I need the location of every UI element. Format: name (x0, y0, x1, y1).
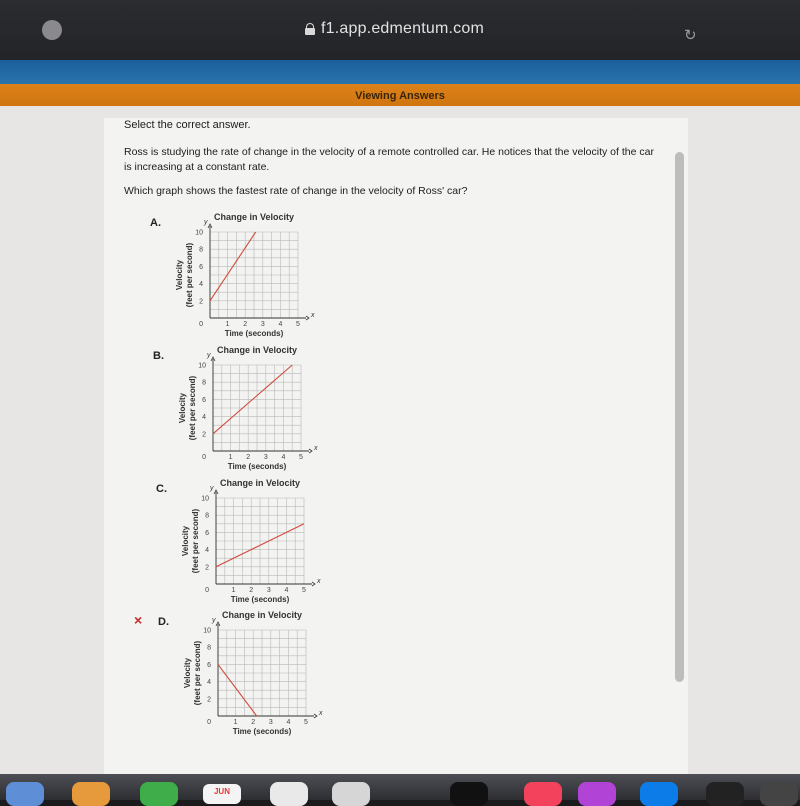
messages-icon[interactable] (140, 782, 178, 806)
reload-icon[interactable]: ↻ (684, 27, 697, 44)
x-tick-label: 2 (251, 719, 256, 726)
y-tick-label: 6 (202, 396, 206, 404)
x-tick-label: 1 (225, 321, 230, 328)
x-axis-name: x (317, 578, 321, 585)
option-b-graph[interactable] (171, 343, 351, 477)
y-axis-label: Velocity (178, 392, 187, 424)
viewing-answers-label: Viewing Answers (355, 90, 445, 102)
x-tick-label: 3 (266, 587, 271, 594)
y-tick-label: 8 (199, 246, 203, 254)
x-tick-label: 4 (278, 321, 283, 328)
podcasts-icon[interactable] (578, 782, 616, 806)
y-axis-label: Velocity (183, 657, 192, 689)
y-tick-label: 2 (205, 564, 209, 572)
option-a-graph[interactable] (168, 210, 348, 344)
browser-toolbar (0, 0, 800, 60)
settings-icon[interactable] (760, 782, 798, 806)
y-axis-label: Velocity (181, 525, 190, 557)
x-axis-arrow (314, 714, 317, 718)
origin-label: 0 (199, 321, 203, 328)
x-axis-name: x (319, 710, 323, 717)
dock (0, 774, 800, 800)
y-axis-name: y (207, 352, 211, 359)
x-axis-label: Time (seconds) (227, 462, 287, 471)
y-axis-label: Velocity (175, 259, 184, 291)
x-axis-arrow (309, 449, 312, 453)
y-axis-label-units: (feet per second) (185, 242, 194, 308)
y-tick-label: 10 (201, 495, 209, 503)
origin-label: 0 (207, 719, 211, 726)
x-tick-label: 3 (263, 454, 268, 461)
y-axis-label-units: (feet per second) (188, 375, 197, 441)
question-prompt: Which graph shows the fastest rate of change in the velocity of Ross' car? (124, 185, 468, 197)
x-tick-label: 5 (296, 321, 300, 328)
x-tick-label: 2 (246, 454, 251, 461)
y-axis-label-units: (feet per second) (193, 640, 202, 706)
chart-title: Change in Velocity (219, 478, 301, 488)
y-tick-label: 10 (195, 229, 203, 237)
y-tick-label: 4 (199, 281, 203, 289)
option-c-letter[interactable]: C. (156, 483, 167, 495)
option-a-letter[interactable]: A. (150, 217, 161, 229)
x-axis-name: x (311, 312, 315, 319)
y-axis-name: y (212, 617, 216, 624)
page-body (0, 106, 800, 774)
tv-icon[interactable] (450, 782, 488, 806)
graph-svg (171, 343, 351, 477)
x-axis-label: Time (seconds) (224, 329, 284, 338)
x-axis-arrow (306, 316, 309, 320)
y-axis-label-units: (feet per second) (191, 508, 200, 574)
y-axis-name: y (210, 485, 214, 492)
x-axis-label: Time (seconds) (230, 595, 290, 604)
option-c-graph[interactable] (174, 476, 354, 610)
y-tick-label: 6 (205, 529, 209, 537)
app-store-icon[interactable] (640, 782, 678, 806)
x-tick-label: 1 (233, 719, 238, 726)
option-d-letter[interactable]: D. (158, 616, 169, 628)
x-tick-label: 3 (268, 719, 273, 726)
x-axis-label: Time (seconds) (232, 727, 292, 736)
x-tick-label: 4 (284, 587, 289, 594)
y-tick-label: 2 (199, 298, 203, 306)
question-instruction: Select the correct answer. (124, 119, 251, 131)
x-tick-label: 5 (304, 719, 308, 726)
photos-icon[interactable] (72, 782, 110, 806)
y-tick-label: 2 (202, 431, 206, 439)
calendar-month: JUN (213, 787, 230, 796)
y-tick-label: 8 (205, 512, 209, 520)
scrollbar-thumb[interactable] (675, 152, 684, 682)
y-tick-label: 4 (207, 679, 211, 687)
address-text: f1.app.edmentum.com (321, 20, 484, 37)
y-tick-label: 8 (202, 379, 206, 387)
y-tick-label: 4 (205, 547, 209, 555)
y-tick-label: 2 (207, 696, 211, 704)
grid (216, 498, 304, 584)
graph-svg (174, 476, 354, 610)
x-tick-label: 4 (286, 719, 291, 726)
y-axis-name: y (204, 219, 208, 226)
y-tick-label: 6 (207, 661, 211, 669)
graph-svg (168, 210, 348, 344)
x-tick-label: 3 (260, 321, 265, 328)
music-icon[interactable] (524, 782, 562, 806)
y-tick-label: 8 (207, 644, 211, 652)
privacy-shield-icon[interactable] (42, 20, 62, 40)
address-bar[interactable] (305, 18, 484, 40)
question-stem: Ross is studying the rate of change in the velocity of a remote controlled car. He notices that the velocity of the car is increasing at a constant rate. (124, 146, 654, 173)
x-tick-label: 5 (299, 454, 303, 461)
chart-title: Change in Velocity (213, 212, 295, 222)
y-tick-label: 4 (202, 414, 206, 422)
x-tick-label: 1 (231, 587, 236, 594)
x-axis-arrow (312, 582, 315, 586)
graph-svg (176, 608, 356, 742)
x-tick-label: 4 (281, 454, 286, 461)
option-b-letter[interactable]: B. (153, 350, 164, 362)
incorrect-mark-icon: × (134, 612, 143, 628)
origin-label: 0 (205, 587, 209, 594)
lock-icon (305, 23, 315, 35)
grid (213, 365, 301, 451)
apple-tv-icon[interactable] (706, 782, 744, 806)
chart-title: Change in Velocity (221, 610, 303, 620)
finder-icon[interactable] (6, 782, 44, 806)
origin-label: 0 (202, 454, 206, 461)
chart-title: Change in Velocity (216, 345, 298, 355)
reminders-icon[interactable] (270, 782, 308, 806)
x-axis-name: x (314, 445, 318, 452)
calendar-icon[interactable] (203, 784, 241, 804)
app-header-bar (0, 60, 800, 84)
notes-icon[interactable] (332, 782, 370, 806)
y-tick-label: 10 (203, 627, 211, 635)
y-tick-label: 10 (198, 362, 206, 370)
x-tick-label: 2 (243, 321, 248, 328)
y-tick-label: 6 (199, 263, 203, 271)
x-tick-label: 1 (228, 454, 233, 461)
x-tick-label: 2 (249, 587, 254, 594)
x-tick-label: 5 (302, 587, 306, 594)
grid (210, 232, 298, 318)
option-d-graph[interactable] (176, 608, 356, 742)
grid (218, 630, 306, 716)
